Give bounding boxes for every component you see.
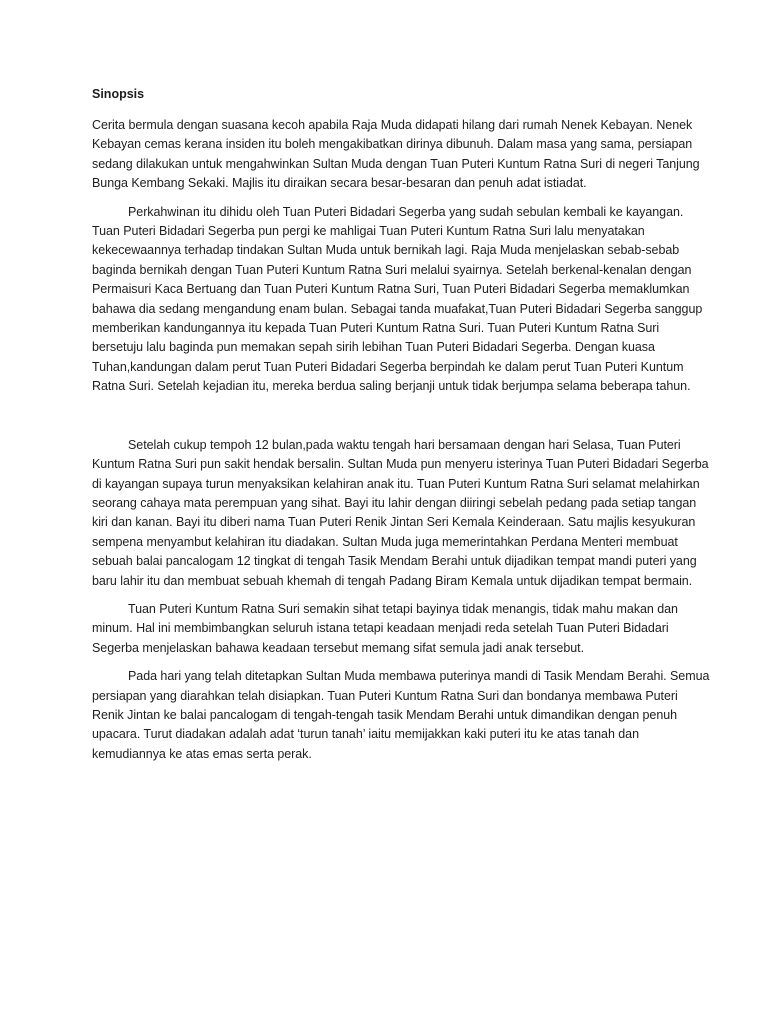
paragraph-3: Setelah cukup tempoh 12 bulan,pada waktu tengah hari bersamaan dengan hari Selasa, Tuan Puteri Kuntum Ratna Suri pun sakit hendak bersalin. Sultan Muda pun menyeru isterinya Tuan Puteri Bidadari Segerba di kayangan supaya turun menyaksikan kelahiran anak itu. Tuan Puteri Kuntum Ratna Suri selamat melahirkan seorang cahaya mata perempuan yang sihat. Bayi itu lahir dengan diiringi sebelah pedang pada setiap tangan kiri dan kanan. Bayi itu diberi nama Tuan Puteri Renik Jintan Seri Kemala Keinderaan. Satu majlis kesyukuran sempena menyambut kelahiran itu diadakan. Sultan Muda juga memerintahkan Perdana Menteri membuat sebuah balai pancalogam 12 tingkat di tengah Tasik Mendam Berahi untuk dijadikan tempat mandi puteri yang baru lahir itu dan membuat sebuah khemah di tengah Padang Biram Kemala untuk dijadikan tempat bermain. (92, 437, 709, 588)
document-heading: Sinopsis (92, 87, 145, 101)
paragraph-1: Cerita bermula dengan suasana kecoh apabila Raja Muda didapati hilang dari rumah Nenek Kebayan. Nenek Kebayan cemas kerana insiden itu boleh mengakibatkan dirinya dibunuh. Dalam masa yang sama, persiapan sedang dilakukan untuk mengahwinkan Sultan Muda dengan Tuan Puteri Kuntum Ratna Suri di negeri Tanjung Bunga Kembang Sekaki. Majlis itu diraikan secara besar-besaran dan penuh adat istiadat. (92, 118, 700, 191)
document-page (92, 84, 710, 764)
paragraph-5: Pada hari yang telah ditetapkan Sultan Muda membawa puterinya mandi di Tasik Mendam Berahi. Semua persiapan yang diarahkan telah disiapkan. Tuan Puteri Kuntum Ratna Suri dan bondanya membawa Puteri Renik Jintan ke balai pancalogam di tengah-tengah tasik Mendam Berahi untuk dimandikan dengan penuh upacara. Turut diadakan adalah adat ‘turun tanah’ iaitu memijakkan kaki puteri itu ke atas tanah dan kemudiannya ke atas emas serta perak. (92, 669, 710, 761)
paragraph-2: Perkahwinan itu dihidu oleh Tuan Puteri Bidadari Segerba yang sudah sebulan kembali ke kayangan. Tuan Puteri Bidadari Segerba pun pergi ke mahligai Tuan Puteri Kuntum Ratna Suri lalu menyatakan kekecewaannya terhadap tindakan Sultan Muda untuk bernikah lagi. Raja Muda menjelaskan sebab-sebab baginda bernikah dengan Tuan Puteri Kuntum Ratna Suri melalui syairnya. Setelah berkenal-kenalan dengan Permaisuri Kaca Bertuang dan Tuan Puteri Kuntum Ratna Suri, Tuan Puteri Bidadari Segerba memaklumkan bahawa dia sedang mengandung enam bulan. Sebagai tanda muafakat,Tuan Puteri Bidadari Segerba sanggup memberikan kandungannya itu kepada Tuan Puteri Kuntum Ratna Suri. Tuan Puteri Kuntum Ratna Suri bersetuju lalu baginda pun memakan sepah sirih lebihan Tuan Puteri Bidadari Segerba. Dengan kuasa Tuhan,kandungan dalam perut Tuan Puteri Bidadari Segerba berpindah ke dalam perut Tuan Puteri Kuntum Ratna Suri. Setelah kejadian itu, mereka berdua saling berjanji untuk tidak berjumpa selama beberapa tahun. (92, 204, 703, 394)
paragraph-4: Tuan Puteri Kuntum Ratna Suri semakin sihat tetapi bayinya tidak menangis, tidak mahu makan dan minum. Hal ini membimbangkan seluruh istana tetapi keadaan menjadi reda setelah Tuan Puteri Bidadari Segerba menjelaskan bahawa keadaan tersebut memang sifat semula jadi anak tersebut. (92, 601, 678, 655)
